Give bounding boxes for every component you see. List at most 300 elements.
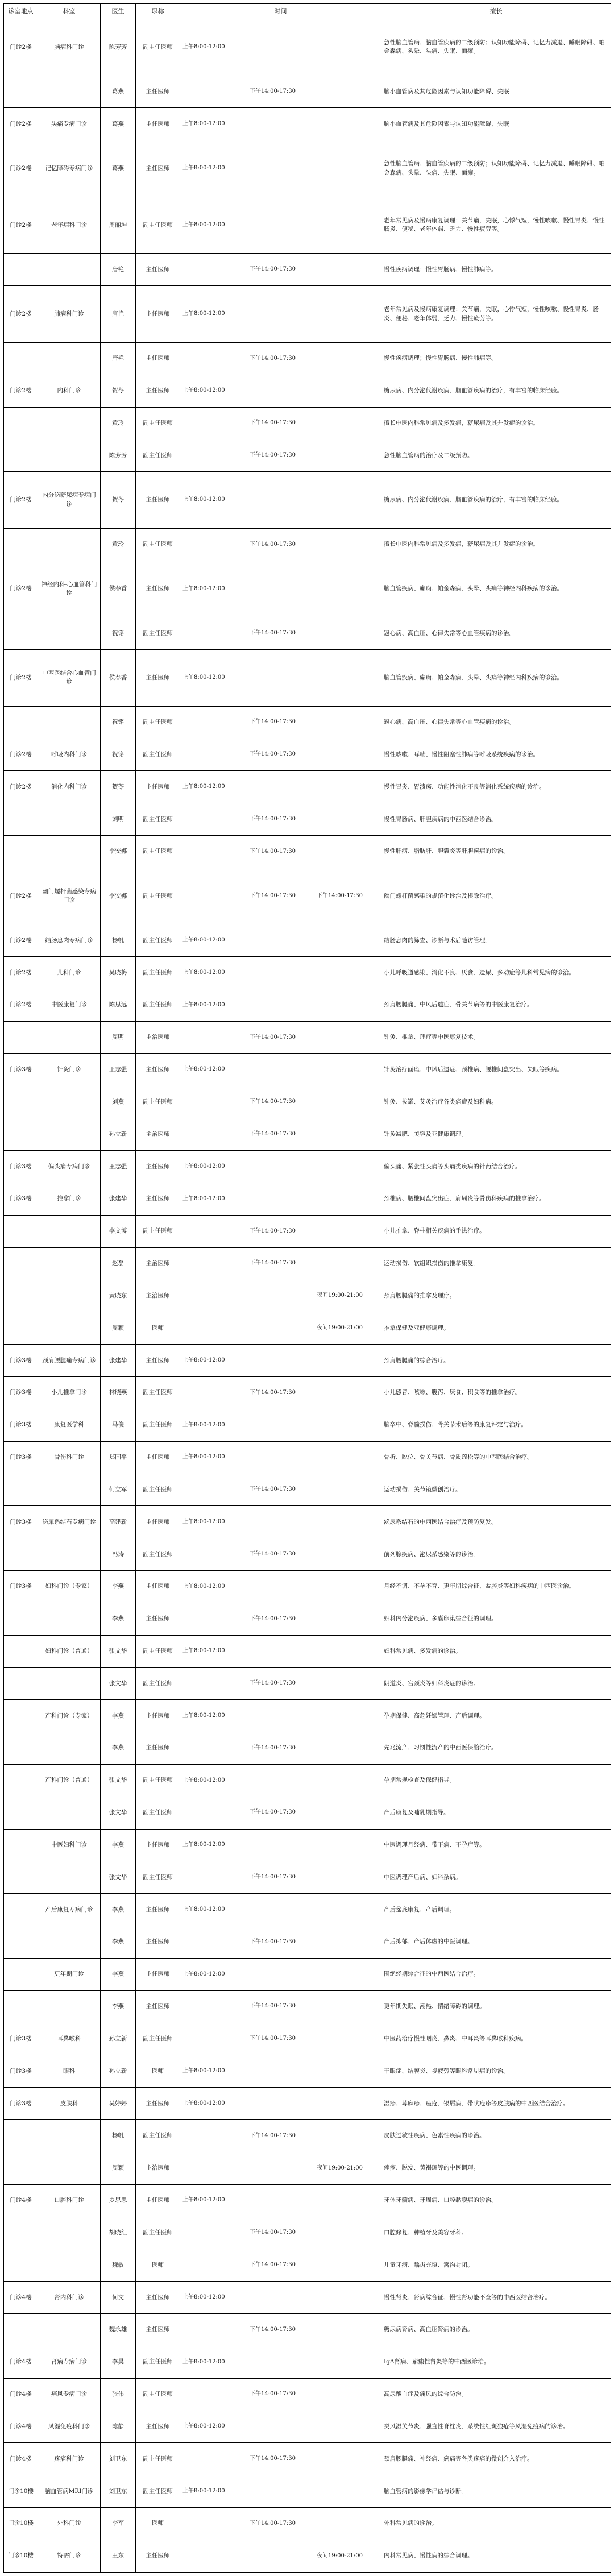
specialty-cell: 小儿呼吸道感染、消化不良、厌食、遗尿、多动症等儿科常见病的诊治。 [381,957,611,989]
department-cell: 记忆障碍专病门诊 [38,140,101,197]
specialty-cell: 类风湿关节炎、强直性脊柱炎、系统性红斑狼疮等风湿免疫病的诊治。 [381,2411,611,2443]
location-cell: 门诊4楼 [4,2411,38,2443]
doctor-cell: 张文华 [101,1861,136,1894]
table-row [4,1474,611,1506]
department-cell: 妇科门诊（专家） [38,1571,101,1603]
table-row [4,1441,611,1474]
location-cell: 门诊3楼 [4,1377,38,1409]
evening-time-cell [314,706,381,739]
department-cell: 产后康复专病门诊 [38,1894,101,1926]
department-cell: 皮肤科 [38,2088,101,2120]
specialty-cell: 阴道炎、宫颈炎等妇科炎症的诊治。 [381,1667,611,1700]
title-cell: 主任医师 [136,2282,180,2314]
location-cell: 门诊3楼 [4,1183,38,1216]
table-row [4,1538,611,1571]
doctor-cell: 唐艳 [101,286,136,343]
morning-time-cell: 上午8:00-12:00 [180,1053,247,1086]
specialty-cell: 擅长中医内科常见病及多发病，糖尿病及其并发症的诊治。 [381,407,611,439]
department-cell [38,617,101,650]
specialty-cell: 冠心病、高血压、心律失常等心血管疾病的诊治。 [381,706,611,739]
header-specialty: 擅长 [381,4,611,19]
doctor-cell: 吴婷婷 [101,2088,136,2120]
evening-time-cell [314,1700,381,1732]
doctor-cell: 黄玲 [101,528,136,561]
evening-time-cell [314,1990,381,2023]
table-row [4,2055,611,2088]
afternoon-time-cell [247,1635,314,1667]
department-cell: 更年期门诊 [38,1958,101,1990]
department-cell [38,1474,101,1506]
table-row [4,2217,611,2249]
specialty-cell: 先兆流产、习惯性流产的中西医保胎治疗。 [381,1732,611,1765]
location-cell [4,1958,38,1990]
location-cell: 门诊2楼 [4,19,38,76]
location-cell [4,439,38,472]
title-cell: 副主任医师 [136,1215,180,1247]
title-cell: 主任医师 [136,375,180,407]
title-cell: 副主任医师 [136,197,180,254]
specialty-cell: 慢性疾病调理；慢性胃肠病、慢性肺病等。 [381,254,611,286]
table-row [4,1409,611,1441]
specialty-cell: 脑小血管病及其危险因素与认知功能障碍、失眠 [381,76,611,108]
afternoon-time-cell [247,1506,314,1538]
doctor-cell: 葛燕 [101,76,136,108]
department-cell: 内科门诊 [38,375,101,407]
location-cell: 门诊2楼 [4,108,38,140]
morning-time-cell: 上午8:00-12:00 [180,2088,247,2120]
morning-time-cell: 上午8:00-12:00 [180,1829,247,1861]
department-cell [38,1861,101,1894]
table-row [4,706,611,739]
evening-time-cell [314,140,381,197]
morning-time-cell [180,342,247,375]
department-cell [38,254,101,286]
table-row [4,924,611,957]
evening-time-cell [314,1958,381,1990]
morning-time-cell [180,1732,247,1765]
afternoon-time-cell: 下午14:00-17:30 [247,1797,314,1829]
title-cell: 主任医师 [136,1183,180,1216]
doctor-cell: 刘卫东 [101,2443,136,2475]
doctor-cell: 陈芳芳 [101,439,136,472]
title-cell: 副主任医师 [136,407,180,439]
doctor-cell: 冯涛 [101,1538,136,1571]
doctor-cell: 刘卫东 [101,2475,136,2508]
specialty-cell: 月经不调、不孕不育、更年期综合征、盆腔炎等妇科疾病的中西医诊治。 [381,1571,611,1603]
department-cell: 口腔科门诊 [38,2184,101,2217]
specialty-cell: 小儿推拿、脊柱相关疾病的手法治疗。 [381,1215,611,1247]
specialty-cell: 糖尿病、内分泌代谢疾病、脑血管疾病的治疗，有丰富的临床经验。 [381,375,611,407]
specialty-cell: 外科常见病的诊治。 [381,2508,611,2540]
evening-time-cell [314,1151,381,1183]
table-row [4,2120,611,2152]
title-cell: 副主任医师 [136,1409,180,1441]
specialty-cell: 儿童牙病、龋齿充填、窝沟封闭。 [381,2249,611,2282]
morning-time-cell: 上午8:00-12:00 [180,924,247,957]
title-cell: 主任医师 [136,1151,180,1183]
specialty-cell: 小儿感冒、咳嗽、腹泻、厌食、积食等的推拿治疗。 [381,1377,611,1409]
morning-time-cell [180,2249,247,2282]
table-row [4,650,611,707]
doctor-cell: 张文华 [101,1635,136,1667]
location-cell [4,2249,38,2282]
table-row [4,1506,611,1538]
title-cell: 副主任医师 [136,2217,180,2249]
doctor-cell: 祝铭 [101,739,136,771]
header-time: 时间 [180,4,381,19]
evening-time-cell [314,1053,381,1086]
doctor-cell: 孙立新 [101,1118,136,1151]
afternoon-time-cell [247,561,314,617]
specialty-cell: 中医调理产后病、妇科杂病。 [381,1861,611,1894]
specialty-cell: 推拿保健及亚健康调理。 [381,1312,611,1345]
title-cell: 副主任医师 [136,617,180,650]
afternoon-time-cell [247,2055,314,2088]
title-cell: 副主任医师 [136,1765,180,1797]
specialty-cell: 泌尿系结石的中西医结合治疗及预防复发。 [381,1506,611,1538]
evening-time-cell [314,1603,381,1635]
afternoon-time-cell [247,1151,314,1183]
table-row [4,771,611,803]
evening-time-cell [314,1377,381,1409]
title-cell: 主治医师 [136,1021,180,1053]
title-cell: 副主任医师 [136,803,180,836]
table-row [4,472,611,529]
doctor-cell: 李安娜 [101,836,136,868]
title-cell: 主任医师 [136,76,180,108]
morning-time-cell [180,2023,247,2055]
evening-time-cell [314,197,381,254]
specialty-cell: 皮肤过敏性疾病、色素性疾病的诊治。 [381,2120,611,2152]
specialty-cell: 擅长中医内科常见病及多发病，糖尿病及其并发症的诊治。 [381,528,611,561]
specialty-cell: 妇科内分泌疾病、多囊卵巢综合征的调理。 [381,1603,611,1635]
evening-time-cell [314,989,381,1022]
location-cell: 门诊3楼 [4,1571,38,1603]
afternoon-time-cell: 下午14:00-17:30 [247,739,314,771]
header-department: 科室 [38,4,101,19]
morning-time-cell [180,2540,247,2572]
specialty-cell: 结肠息肉的筛查、诊断与术后随访管理。 [381,924,611,957]
doctor-cell: 李燕 [101,1571,136,1603]
evening-time-cell [314,1635,381,1667]
evening-time-cell [314,1215,381,1247]
morning-time-cell [180,836,247,868]
evening-time-cell [314,108,381,140]
department-cell [38,1280,101,1312]
afternoon-time-cell [247,375,314,407]
department-cell: 产科门诊（普通） [38,1765,101,1797]
title-cell: 副主任医师 [136,989,180,1022]
department-cell: 康复医学科 [38,1409,101,1441]
specialty-cell: 产后盆底康复、产后调理。 [381,1894,611,1926]
title-cell: 主任医师 [136,140,180,197]
table-row [4,957,611,989]
table-row [4,1958,611,1990]
title-cell: 副主任医师 [136,836,180,868]
location-cell [4,2120,38,2152]
doctor-cell: 杨帆 [101,2120,136,2152]
department-cell: 针灸门诊 [38,1053,101,1086]
evening-time-cell [314,407,381,439]
specialty-cell: IgA肾病、紫癜性肾炎等的中西医诊治。 [381,2346,611,2378]
location-cell: 门诊4楼 [4,2282,38,2314]
doctor-cell: 陈静 [101,2411,136,2443]
doctor-cell: 陈思远 [101,989,136,1022]
afternoon-time-cell [247,1765,314,1797]
table-row [4,1894,611,1926]
title-cell: 主任医师 [136,108,180,140]
department-cell [38,1247,101,1280]
morning-time-cell [180,1280,247,1312]
title-cell: 副主任医师 [136,2443,180,2475]
table-row [4,19,611,76]
doctor-cell: 何文 [101,2282,136,2314]
doctor-cell: 唐艳 [101,254,136,286]
doctor-cell: 侯春香 [101,561,136,617]
afternoon-time-cell: 下午14:00-17:30 [247,2249,314,2282]
department-cell [38,1021,101,1053]
morning-time-cell [180,1926,247,1959]
table-row [4,1765,611,1797]
specialty-cell: 围绝经期综合征的中西医结合治疗。 [381,1958,611,1990]
location-cell: 门诊4楼 [4,2378,38,2411]
table-row [4,2378,611,2411]
afternoon-time-cell [247,1958,314,1990]
morning-time-cell [180,1538,247,1571]
doctor-cell: 周丽坤 [101,197,136,254]
evening-time-cell [314,2088,381,2120]
title-cell: 主任医师 [136,771,180,803]
specialty-cell: 牙体牙髓病、牙周病、口腔黏膜病的诊治。 [381,2184,611,2217]
table-row [4,140,611,197]
afternoon-time-cell [247,472,314,529]
department-cell: 泌尿系结石专病门诊 [38,1506,101,1538]
table-row [4,1280,611,1312]
location-cell: 门诊2楼 [4,739,38,771]
specialty-cell: 内科常见病、慢性病的综合调理。 [381,2540,611,2572]
table-row [4,1732,611,1765]
specialty-cell: 偏头痛、紧张性头痛等头痛类疾病的针药结合治疗。 [381,1151,611,1183]
evening-time-cell [314,1829,381,1861]
morning-time-cell [180,1797,247,1829]
evening-time-cell [314,1086,381,1118]
title-cell: 主任医师 [136,342,180,375]
afternoon-time-cell [247,1894,314,1926]
title-cell: 副主任医师 [136,2346,180,2378]
department-cell: 眼科 [38,2055,101,2088]
afternoon-time-cell [247,924,314,957]
morning-time-cell [180,803,247,836]
department-cell: 老年病科门诊 [38,197,101,254]
table-row [4,1700,611,1732]
table-row [4,2249,611,2282]
table-row [4,2088,611,2120]
location-cell: 门诊2楼 [4,472,38,529]
location-cell [4,1247,38,1280]
table-row [4,989,611,1022]
title-cell: 主任医师 [136,1926,180,1959]
specialty-cell: 颈肩腰腿痛、神经痛、癌痛等各类疼痛的微创介入治疗。 [381,2443,611,2475]
location-cell: 门诊2楼 [4,868,38,924]
location-cell [4,1538,38,1571]
location-cell [4,1765,38,1797]
morning-time-cell [180,1667,247,1700]
table-row [4,2346,611,2378]
specialty-cell: 脑血管病的影像学评估与诊断。 [381,2475,611,2508]
doctor-cell: 张文华 [101,1667,136,1700]
department-cell: 呼吸内科门诊 [38,739,101,771]
location-cell: 门诊2楼 [4,197,38,254]
evening-time-cell [314,561,381,617]
morning-time-cell [180,1990,247,2023]
title-cell: 主任医师 [136,1506,180,1538]
location-cell: 门诊2楼 [4,957,38,989]
specialty-cell: 急性脑血管病、脑血管疾病的二级预防；认知功能障碍、记忆力减退、睡眠障碍、帕金森病、头晕、头痛、失眠、面瘫。 [381,140,611,197]
doctor-cell: 李昊 [101,2346,136,2378]
morning-time-cell [180,1312,247,1345]
title-cell: 主治医师 [136,2152,180,2184]
afternoon-time-cell: 下午14:00-17:30 [247,803,314,836]
afternoon-time-cell [247,2346,314,2378]
doctor-cell: 李燕 [101,1603,136,1635]
afternoon-time-cell: 下午14:00-17:30 [247,1667,314,1700]
department-cell [38,1797,101,1829]
location-cell [4,1086,38,1118]
specialty-cell: 糖尿病肾病、高血压肾病的诊治。 [381,2314,611,2346]
afternoon-time-cell [247,1700,314,1732]
morning-time-cell [180,739,247,771]
morning-time-cell: 上午8:00-12:00 [180,1506,247,1538]
evening-time-cell [314,1667,381,1700]
location-cell [4,2152,38,2184]
title-cell: 副主任医师 [136,1474,180,1506]
morning-time-cell: 上午8:00-12:00 [180,1441,247,1474]
title-cell: 主任医师 [136,2184,180,2217]
doctor-cell: 周颖 [101,2152,136,2184]
department-cell [38,2314,101,2346]
title-cell: 副主任医师 [136,924,180,957]
doctor-cell: 张建华 [101,1345,136,1377]
specialty-cell: 湿疹、荨麻疹、痤疮、银屑病、带状疱疹等皮肤病的中西医结合治疗。 [381,2088,611,2120]
specialty-cell: 孕期常规检查及保健指导。 [381,1765,611,1797]
evening-time-cell [314,924,381,957]
department-cell: 特需门诊 [38,2540,101,2572]
doctor-cell: 林晓燕 [101,1377,136,1409]
table-row [4,1377,611,1409]
afternoon-time-cell: 下午14:00-17:30 [247,439,314,472]
evening-time-cell [314,1732,381,1765]
specialty-cell: 妇科常见病、多发病的诊治。 [381,1635,611,1667]
doctor-cell: 何立军 [101,1474,136,1506]
department-cell [38,407,101,439]
location-cell: 门诊3楼 [4,1345,38,1377]
doctor-cell: 孙立新 [101,2023,136,2055]
location-cell [4,1635,38,1667]
doctor-cell: 侯春香 [101,650,136,707]
morning-time-cell: 上午8:00-12:00 [180,375,247,407]
morning-time-cell [180,254,247,286]
morning-time-cell [180,1474,247,1506]
afternoon-time-cell: 下午14:00-17:30 [247,706,314,739]
location-cell: 门诊2楼 [4,989,38,1022]
table-row [4,1118,611,1151]
table-row [4,1151,611,1183]
specialty-cell: 前列腺疾病、泌尿系感染等的诊治。 [381,1538,611,1571]
title-cell: 副主任医师 [136,2120,180,2152]
table-row [4,1215,611,1247]
specialty-cell: 慢性咳嗽、哮喘、慢性阻塞性肺病等呼吸系统疾病的诊治。 [381,739,611,771]
specialty-cell: 产后康复及哺乳期指导。 [381,1797,611,1829]
table-row [4,1247,611,1280]
department-cell [38,1118,101,1151]
department-cell [38,439,101,472]
location-cell: 门诊2楼 [4,650,38,707]
specialty-cell: 中医调理月经病、带下病、不孕症等。 [381,1829,611,1861]
afternoon-time-cell [247,2540,314,2572]
table-row [4,108,611,140]
table-row [4,1571,611,1603]
header-title: 职称 [136,4,180,19]
afternoon-time-cell [247,1345,314,1377]
morning-time-cell: 上午8:00-12:00 [180,771,247,803]
doctor-cell: 王志强 [101,1151,136,1183]
specialty-cell: 针灸、拔罐、艾灸治疗各类痛症及妇科病。 [381,1086,611,1118]
afternoon-time-cell: 下午14:00-17:30 [247,2217,314,2249]
title-cell: 主任医师 [136,2088,180,2120]
afternoon-time-cell: 下午14:00-17:30 [247,2508,314,2540]
doctor-cell: 李燕 [101,1958,136,1990]
table-row [4,1990,611,2023]
doctor-cell: 葛燕 [101,140,136,197]
afternoon-time-cell [247,140,314,197]
table-row [4,2508,611,2540]
evening-time-cell [314,2508,381,2540]
table-row [4,803,611,836]
evening-time-cell [314,19,381,76]
doctor-cell: 罗思思 [101,2184,136,2217]
morning-time-cell: 上午8:00-12:00 [180,2055,247,2088]
morning-time-cell: 上午8:00-12:00 [180,957,247,989]
title-cell: 主任医师 [136,1894,180,1926]
table-row [4,1086,611,1118]
morning-time-cell: 上午8:00-12:00 [180,1571,247,1603]
afternoon-time-cell [247,650,314,707]
specialty-cell: 急性脑血管病、脑血管疾病的二级预防；认知功能障碍、记忆力减退、睡眠障碍、帕金森病、头晕、头痛、失眠、面瘫。 [381,19,611,76]
department-cell: 外科门诊 [38,2508,101,2540]
title-cell: 主任医师 [136,254,180,286]
evening-time-cell [314,2378,381,2411]
evening-time-cell [314,2249,381,2282]
department-cell: 颈肩腰腿痛专病门诊 [38,1345,101,1377]
morning-time-cell [180,2217,247,2249]
table-row [4,617,611,650]
afternoon-time-cell: 下午14:00-17:30 [247,1732,314,1765]
evening-time-cell [314,1345,381,1377]
department-cell: 推拿门诊 [38,1183,101,1216]
morning-time-cell: 上午8:00-12:00 [180,1409,247,1441]
morning-time-cell: 上午8:00-12:00 [180,1894,247,1926]
location-cell [4,1732,38,1765]
table-row [4,1183,611,1216]
evening-time-cell: 下午14:00-17:30 [314,868,381,924]
location-cell: 门诊3楼 [4,2023,38,2055]
title-cell: 副主任医师 [136,19,180,76]
title-cell: 主任医师 [136,1958,180,1990]
table-row [4,1603,611,1635]
title-cell: 主治医师 [136,1247,180,1280]
title-cell: 主任医师 [136,1603,180,1635]
afternoon-time-cell: 下午14:00-17:30 [247,1990,314,2023]
